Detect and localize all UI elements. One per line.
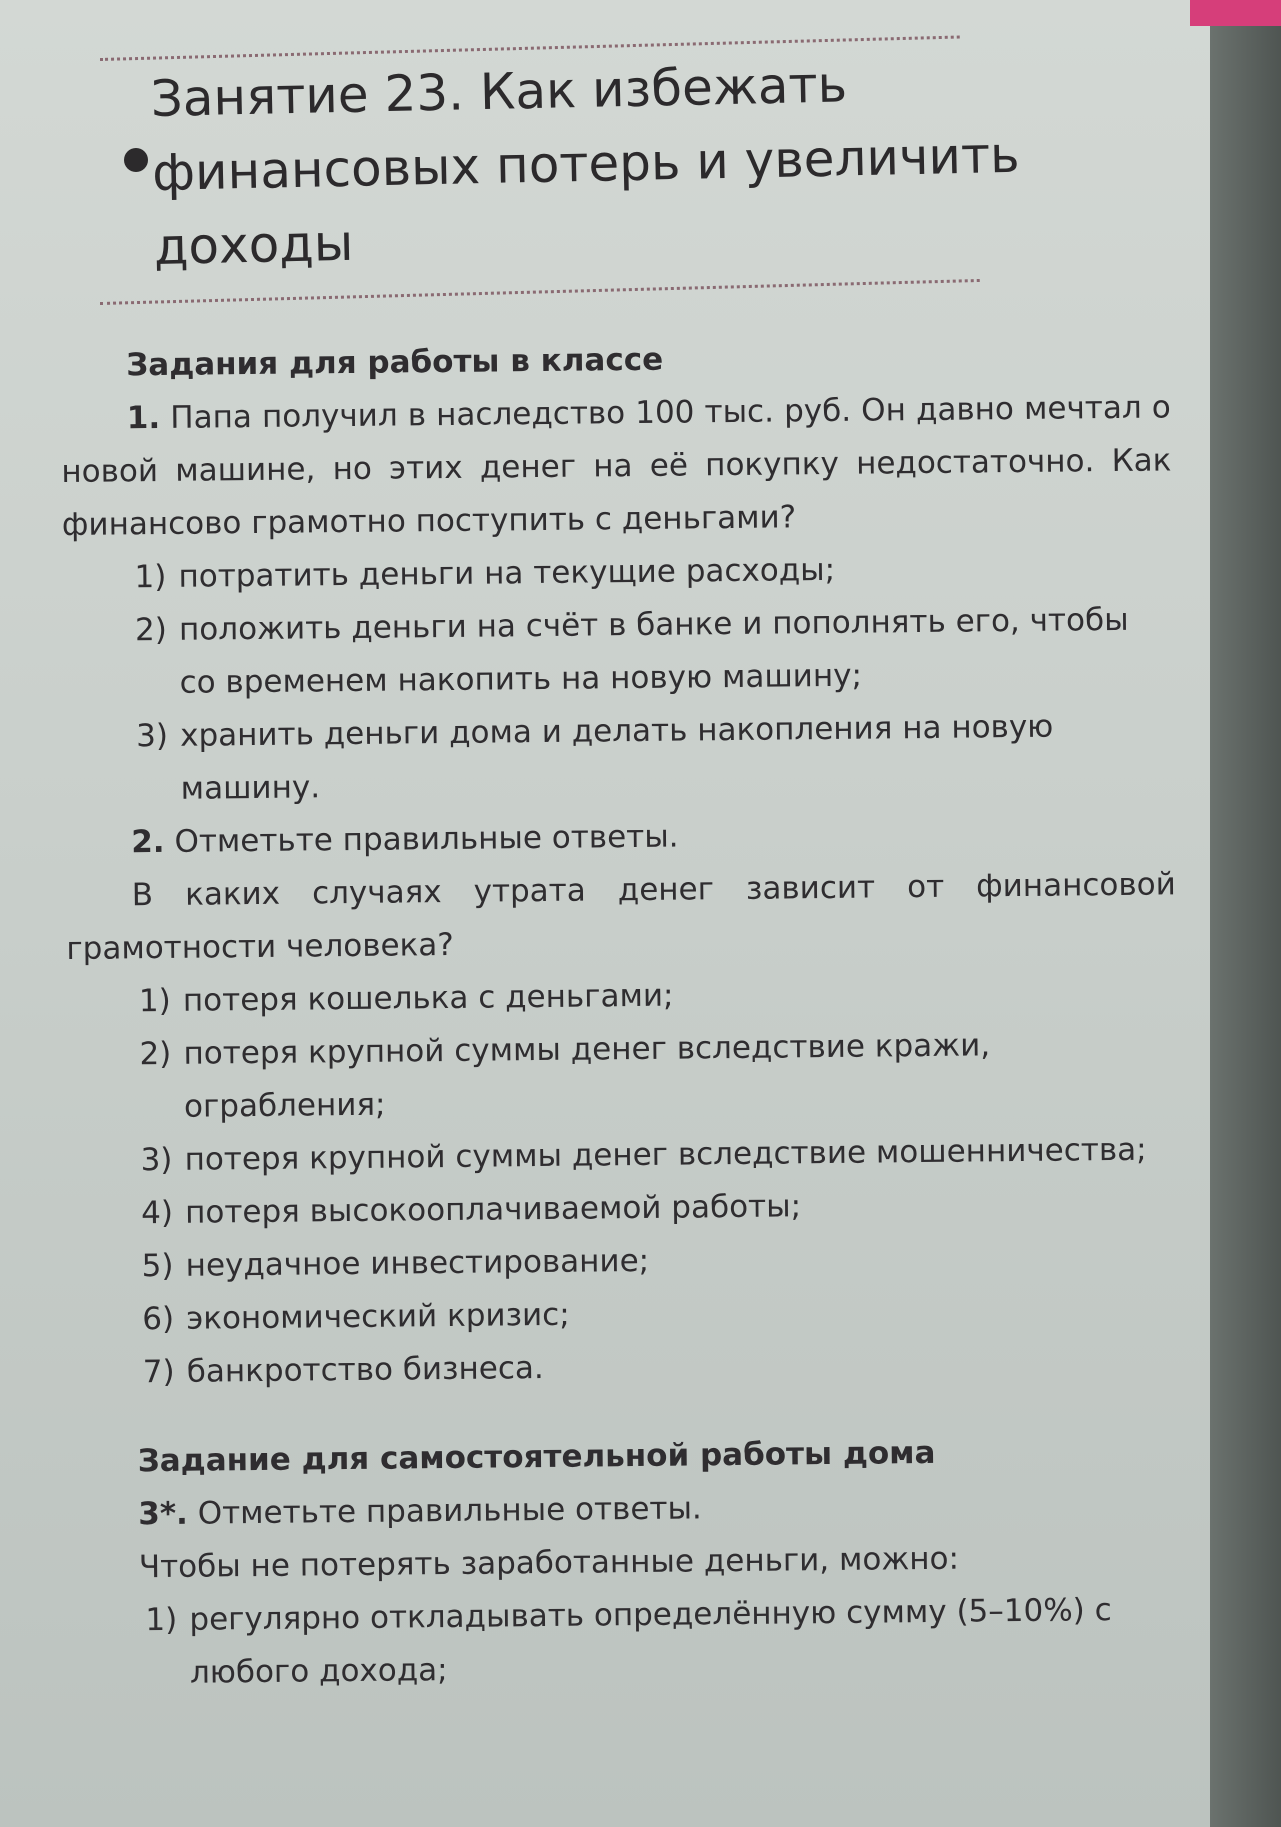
task-1-option (136, 699, 1175, 816)
task-3-instruction-text: Отметьте правильные ответы. (197, 1490, 702, 1532)
task-1-text: Папа получил в наследство 100 тыс. руб. Он давно мечтал о новой машине, но этих денег на её покупку недостаточно. Как финансово грамотно поступить с деньгами? (61, 389, 1172, 543)
task-1-option-3-number: 3) (135, 717, 169, 755)
task-2-option-6-text: экономический кризис; (186, 1296, 570, 1337)
task-2-option-1-text: потеря кошелька с деньгами; (182, 977, 674, 1019)
task-3-number: 3*. (138, 1495, 189, 1533)
task-2-option-2-text: потеря крупной суммы денег вследствие кражи, ограбления; (183, 1027, 991, 1125)
task-1-option-1-text: потратить деньги на текущие расходы; (178, 551, 836, 595)
task-2-option-7-number: 7) (142, 1353, 175, 1391)
task-2-option (139, 1017, 1178, 1134)
task-3-option-1-text: регулярно откладывать определённую сумму (5–10%) с любого дохода; (189, 1592, 1112, 1691)
lesson-title (150, 41, 1154, 284)
classwork-heading: Задания для работы в классе (126, 341, 664, 384)
task-1-option (135, 593, 1174, 710)
page-shadow-edge (1210, 0, 1281, 1827)
task-2-option-4-number: 4) (140, 1194, 174, 1232)
lesson-title-line-2: финансовых потерь и увеличить (151, 125, 1021, 202)
task-3-question: Чтобы не потерять заработанные деньги, можно: (138, 1540, 960, 1586)
lesson-title-line-3: доходы (153, 213, 354, 276)
task-3-option (145, 1583, 1184, 1700)
task-1 (61, 381, 1173, 552)
task-1-option-1-number: 1) (134, 558, 167, 596)
bottom-dashed-divider (100, 279, 980, 305)
pink-bookmark-corner (1190, 0, 1281, 26)
task-2-option-4-text: потеря высокооплачиваемой работы; (184, 1188, 802, 1231)
task-2-instruction-text: Отметьте правильные ответы. (174, 818, 679, 860)
lesson-title-line-1: Занятие 23. Как избежать (150, 55, 848, 128)
task-2-option-7-text: банкротство бизнеса. (186, 1349, 544, 1390)
title-bullet (124, 148, 148, 172)
task-1-number: 1. (126, 399, 161, 437)
task-1-option-2-number: 2) (134, 611, 168, 649)
task-3-option-1-number: 1) (145, 1601, 178, 1639)
task-2-option-5-text: неудачное инвестирование; (185, 1242, 650, 1284)
task-1-option-3-text: хранить деньги дома и делать накопления на новую машину. (179, 708, 1054, 807)
task-2-option-6-number: 6) (142, 1300, 175, 1338)
task-2-option-5-number: 5) (141, 1247, 174, 1285)
task-2-option-3-text: потеря крупной суммы денег вследствие мошенничества; (184, 1131, 1147, 1178)
task-2-option-1-number: 1) (138, 982, 171, 1020)
task-2-number: 2. (131, 823, 165, 861)
task-1-option-2-text: положить деньги на счёт в банке и пополнять его, чтобы со временем накопить на новую машину; (178, 601, 1129, 701)
page-content (60, 328, 1184, 1701)
task-2-option-2-number: 2) (139, 1035, 172, 1073)
task-2-option-3-number: 3) (140, 1141, 173, 1179)
task-2-option (143, 1335, 1181, 1399)
task-2-question: В каких случаях утрата денег зависит от финансовой грамотности человека? (66, 866, 1176, 967)
homework-heading: Задание для самостоятельной работы дома (137, 1434, 936, 1480)
